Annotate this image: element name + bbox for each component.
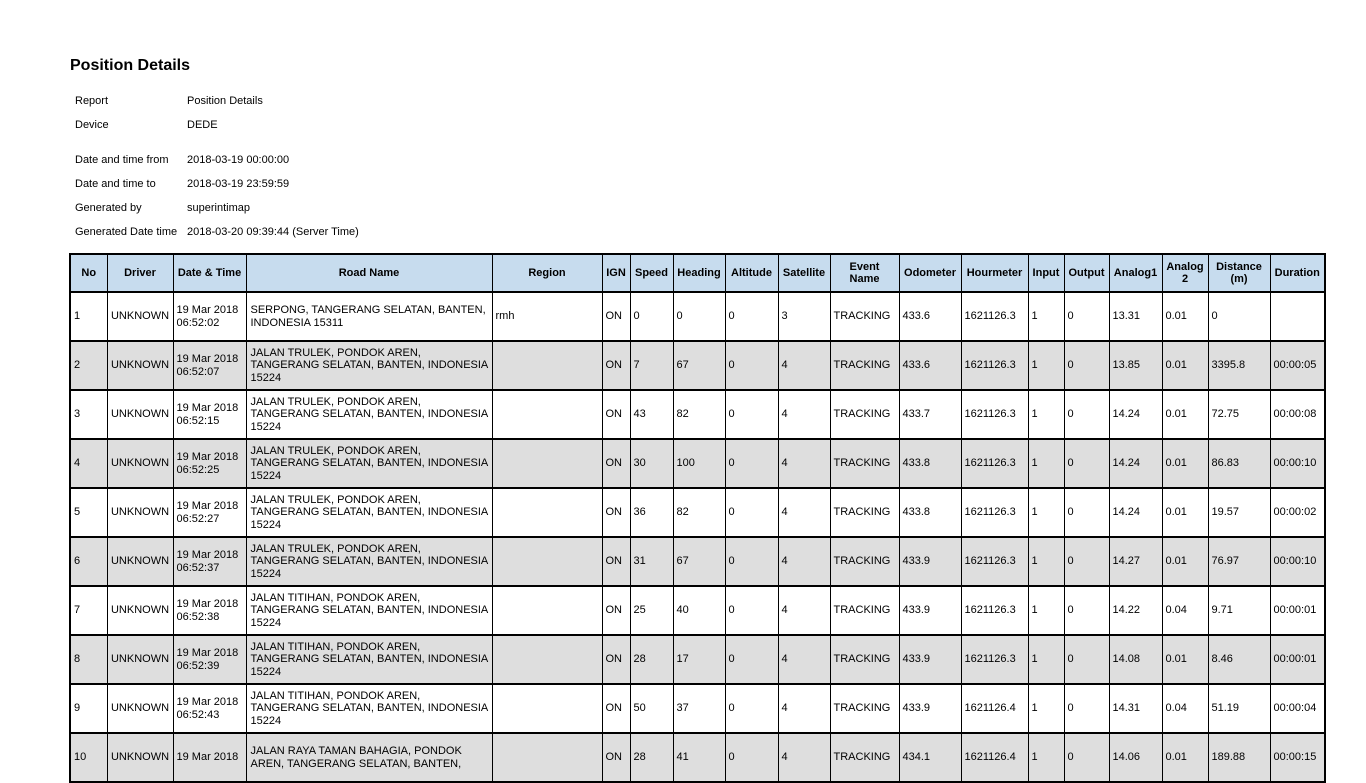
cell-date-time: 19 Mar 2018 06:52:38 [173,586,246,635]
cell-output: 0 [1064,635,1109,684]
cell-region: rmh [492,292,602,341]
cell-date-time: 19 Mar 2018 06:52:25 [173,439,246,488]
table-row [70,390,1325,439]
cell-analog1: 14.06 [1109,733,1162,782]
cell-speed: 28 [630,733,673,782]
cell-no: 7 [70,586,107,635]
cell-odometer: 433.9 [899,586,961,635]
cell-odometer: 433.9 [899,684,961,733]
cell-odometer: 433.7 [899,390,961,439]
cell-satellite: 4 [778,341,830,390]
cell-duration: 00:00:01 [1270,635,1325,684]
cell-output: 0 [1064,439,1109,488]
cell-distance: 0 [1208,292,1270,341]
cell-region [492,586,602,635]
cell-speed: 7 [630,341,673,390]
cell-event-name: TRACKING [830,341,899,390]
meta-value: 2018-03-19 00:00:00 [187,154,290,166]
cell-duration: 00:00:15 [1270,733,1325,782]
cell-output: 0 [1064,390,1109,439]
cell-driver: UNKNOWN [107,439,173,488]
cell-altitude: 0 [725,733,778,782]
cell-event-name: TRACKING [830,684,899,733]
cell-speed: 31 [630,537,673,586]
cell-road-name: JALAN TRULEK, PONDOK AREN, TANGERANG SELATAN, BANTEN, INDONESIA 15224 [246,341,492,390]
cell-analog1: 14.31 [1109,684,1162,733]
cell-date-time: 19 Mar 2018 06:52:43 [173,684,246,733]
cell-date-time: 19 Mar 2018 06:52:39 [173,635,246,684]
cell-date-time: 19 Mar 2018 06:52:15 [173,390,246,439]
cell-input: 1 [1028,684,1064,733]
column-header: Hourmeter [961,254,1028,292]
column-header: Speed [630,254,673,292]
cell-analog2: 0.01 [1162,488,1208,537]
cell-hourmeter: 1621126.3 [961,586,1028,635]
cell-altitude: 0 [725,586,778,635]
cell-duration: 00:00:10 [1270,439,1325,488]
table-row [70,684,1325,733]
cell-heading: 100 [673,439,725,488]
page-title: Position Details [70,57,191,74]
cell-ign: ON [602,292,630,341]
cell-event-name: TRACKING [830,635,899,684]
column-header: Driver [107,254,173,292]
cell-ign: ON [602,488,630,537]
cell-analog1: 13.85 [1109,341,1162,390]
cell-no: 9 [70,684,107,733]
cell-input: 1 [1028,341,1064,390]
cell-heading: 67 [673,537,725,586]
cell-date-time: 19 Mar 2018 06:52:37 [173,537,246,586]
cell-input: 1 [1028,439,1064,488]
meta-label: Date and time to [75,178,156,190]
cell-altitude: 0 [725,635,778,684]
cell-odometer: 433.6 [899,341,961,390]
cell-duration: 00:00:10 [1270,537,1325,586]
column-header: Region [492,254,602,292]
cell-heading: 82 [673,390,725,439]
cell-ign: ON [602,684,630,733]
meta-label: Report [75,95,109,107]
cell-analog2: 0.01 [1162,390,1208,439]
cell-region [492,341,602,390]
cell-satellite: 4 [778,586,830,635]
cell-no: 10 [70,733,107,782]
cell-driver: UNKNOWN [107,537,173,586]
cell-distance: 9.71 [1208,586,1270,635]
cell-speed: 30 [630,439,673,488]
cell-heading: 67 [673,341,725,390]
cell-output: 0 [1064,684,1109,733]
cell-hourmeter: 1621126.3 [961,341,1028,390]
cell-speed: 50 [630,684,673,733]
cell-heading: 0 [673,292,725,341]
cell-odometer: 433.9 [899,537,961,586]
column-header: Duration [1270,254,1325,292]
cell-speed: 28 [630,635,673,684]
cell-distance: 72.75 [1208,390,1270,439]
cell-output: 0 [1064,341,1109,390]
cell-input: 1 [1028,537,1064,586]
cell-altitude: 0 [725,292,778,341]
cell-analog2: 0.01 [1162,635,1208,684]
cell-duration: 00:00:04 [1270,684,1325,733]
cell-analog2: 0.01 [1162,537,1208,586]
column-header: Analog 2 [1162,254,1208,292]
cell-altitude: 0 [725,537,778,586]
cell-duration: 00:00:08 [1270,390,1325,439]
table-row [70,439,1325,488]
cell-road-name: JALAN TITIHAN, PONDOK AREN, TANGERANG SELATAN, BANTEN, INDONESIA 15224 [246,586,492,635]
cell-region [492,733,602,782]
cell-odometer: 433.9 [899,635,961,684]
cell-event-name: TRACKING [830,733,899,782]
cell-no: 5 [70,488,107,537]
cell-driver: UNKNOWN [107,341,173,390]
cell-analog1: 14.24 [1109,390,1162,439]
cell-satellite: 4 [778,488,830,537]
cell-analog2: 0.01 [1162,439,1208,488]
cell-date-time: 19 Mar 2018 [173,733,246,782]
table-row [70,292,1325,341]
cell-analog1: 14.22 [1109,586,1162,635]
cell-event-name: TRACKING [830,390,899,439]
cell-distance: 51.19 [1208,684,1270,733]
table-row [70,537,1325,586]
cell-analog1: 14.24 [1109,439,1162,488]
cell-hourmeter: 1621126.3 [961,439,1028,488]
cell-duration: 00:00:02 [1270,488,1325,537]
cell-output: 0 [1064,586,1109,635]
cell-region [492,488,602,537]
cell-satellite: 4 [778,439,830,488]
meta-label: Generated by [75,202,142,214]
column-header: Event Name [830,254,899,292]
cell-satellite: 4 [778,537,830,586]
cell-hourmeter: 1621126.3 [961,537,1028,586]
cell-analog2: 0.04 [1162,684,1208,733]
cell-no: 1 [70,292,107,341]
cell-input: 1 [1028,586,1064,635]
cell-input: 1 [1028,292,1064,341]
cell-ign: ON [602,439,630,488]
cell-analog1: 14.08 [1109,635,1162,684]
cell-heading: 37 [673,684,725,733]
cell-hourmeter: 1621126.3 [961,390,1028,439]
cell-satellite: 4 [778,684,830,733]
meta-value: 2018-03-19 23:59:59 [187,178,290,190]
cell-date-time: 19 Mar 2018 06:52:07 [173,341,246,390]
cell-heading: 41 [673,733,725,782]
meta-label: Device [75,119,109,131]
cell-duration: 00:00:05 [1270,341,1325,390]
cell-distance: 189.88 [1208,733,1270,782]
cell-duration: 00:00:01 [1270,586,1325,635]
cell-event-name: TRACKING [830,537,899,586]
cell-driver: UNKNOWN [107,390,173,439]
column-header: Analog1 [1109,254,1162,292]
cell-altitude: 0 [725,439,778,488]
cell-analog2: 0.01 [1162,733,1208,782]
cell-driver: UNKNOWN [107,586,173,635]
cell-distance: 3395.8 [1208,341,1270,390]
column-header: No [70,254,107,292]
cell-distance: 86.83 [1208,439,1270,488]
cell-hourmeter: 1621126.3 [961,488,1028,537]
cell-no: 8 [70,635,107,684]
table-row [70,488,1325,537]
column-header: Output [1064,254,1109,292]
cell-event-name: TRACKING [830,292,899,341]
cell-event-name: TRACKING [830,488,899,537]
cell-heading: 17 [673,635,725,684]
column-header: Satellite [778,254,830,292]
cell-output: 0 [1064,733,1109,782]
cell-region [492,439,602,488]
cell-speed: 0 [630,292,673,341]
cell-analog1: 14.27 [1109,537,1162,586]
column-header: Altitude [725,254,778,292]
cell-analog1: 14.24 [1109,488,1162,537]
cell-road-name: JALAN TRULEK, PONDOK AREN, TANGERANG SELATAN, BANTEN, INDONESIA 15224 [246,390,492,439]
cell-road-name: JALAN RAYA TAMAN BAHAGIA, PONDOK AREN, TANGERANG SELATAN, BANTEN, [246,733,492,782]
meta-value: 2018-03-20 09:39:44 (Server Time) [187,226,359,238]
cell-region [492,684,602,733]
cell-speed: 36 [630,488,673,537]
cell-event-name: TRACKING [830,439,899,488]
cell-analog2: 0.04 [1162,586,1208,635]
cell-hourmeter: 1621126.3 [961,292,1028,341]
cell-distance: 76.97 [1208,537,1270,586]
column-header: Date & Time [173,254,246,292]
cell-output: 0 [1064,292,1109,341]
cell-driver: UNKNOWN [107,292,173,341]
cell-odometer: 434.1 [899,733,961,782]
cell-ign: ON [602,537,630,586]
cell-ign: ON [602,635,630,684]
table-row [70,733,1325,782]
cell-heading: 82 [673,488,725,537]
cell-input: 1 [1028,390,1064,439]
meta-value: Position Details [187,95,263,107]
cell-distance: 8.46 [1208,635,1270,684]
cell-driver: UNKNOWN [107,684,173,733]
cell-altitude: 0 [725,390,778,439]
cell-heading: 40 [673,586,725,635]
cell-no: 2 [70,341,107,390]
table-body [70,292,1325,782]
cell-altitude: 0 [725,488,778,537]
column-header: Input [1028,254,1064,292]
meta-value: superintimap [187,202,250,214]
cell-road-name: JALAN TRULEK, PONDOK AREN, TANGERANG SELATAN, BANTEN, INDONESIA 15224 [246,488,492,537]
column-header: IGN [602,254,630,292]
cell-analog2: 0.01 [1162,341,1208,390]
cell-event-name: TRACKING [830,586,899,635]
cell-driver: UNKNOWN [107,635,173,684]
cell-odometer: 433.8 [899,488,961,537]
cell-satellite: 3 [778,292,830,341]
cell-analog2: 0.01 [1162,292,1208,341]
cell-driver: UNKNOWN [107,488,173,537]
cell-road-name: JALAN TITIHAN, PONDOK AREN, TANGERANG SELATAN, BANTEN, INDONESIA 15224 [246,635,492,684]
meta-value: DEDE [187,119,218,131]
cell-hourmeter: 1621126.4 [961,684,1028,733]
table-header-row [70,254,1325,292]
cell-satellite: 4 [778,635,830,684]
cell-region [492,537,602,586]
cell-no: 4 [70,439,107,488]
cell-satellite: 4 [778,733,830,782]
cell-hourmeter: 1621126.3 [961,635,1028,684]
cell-ign: ON [602,341,630,390]
column-header: Distance (m) [1208,254,1270,292]
cell-duration [1270,292,1325,341]
cell-ign: ON [602,733,630,782]
cell-region [492,390,602,439]
cell-input: 1 [1028,733,1064,782]
cell-input: 1 [1028,488,1064,537]
cell-hourmeter: 1621126.4 [961,733,1028,782]
meta-label: Generated Date time [75,226,178,238]
cell-road-name: JALAN TRULEK, PONDOK AREN, TANGERANG SELATAN, BANTEN, INDONESIA 15224 [246,439,492,488]
cell-altitude: 0 [725,341,778,390]
cell-date-time: 19 Mar 2018 06:52:27 [173,488,246,537]
cell-input: 1 [1028,635,1064,684]
cell-speed: 43 [630,390,673,439]
cell-road-name: SERPONG, TANGERANG SELATAN, BANTEN, INDONESIA 15311 [246,292,492,341]
meta-label: Date and time from [75,154,169,166]
cell-output: 0 [1064,488,1109,537]
column-header: Heading [673,254,725,292]
cell-analog1: 13.31 [1109,292,1162,341]
cell-odometer: 433.6 [899,292,961,341]
cell-ign: ON [602,390,630,439]
cell-output: 0 [1064,537,1109,586]
position-details-table [69,253,1326,783]
cell-driver: UNKNOWN [107,733,173,782]
column-header: Odometer [899,254,961,292]
table-row [70,341,1325,390]
column-header: Road Name [246,254,492,292]
table-row [70,635,1325,684]
cell-no: 6 [70,537,107,586]
cell-distance: 19.57 [1208,488,1270,537]
cell-no: 3 [70,390,107,439]
cell-road-name: JALAN TITIHAN, PONDOK AREN, TANGERANG SELATAN, BANTEN, INDONESIA 15224 [246,684,492,733]
cell-speed: 25 [630,586,673,635]
cell-odometer: 433.8 [899,439,961,488]
table-row [70,586,1325,635]
cell-altitude: 0 [725,684,778,733]
cell-ign: ON [602,586,630,635]
cell-date-time: 19 Mar 2018 06:52:02 [173,292,246,341]
cell-road-name: JALAN TRULEK, PONDOK AREN, TANGERANG SELATAN, BANTEN, INDONESIA 15224 [246,537,492,586]
cell-region [492,635,602,684]
cell-satellite: 4 [778,390,830,439]
